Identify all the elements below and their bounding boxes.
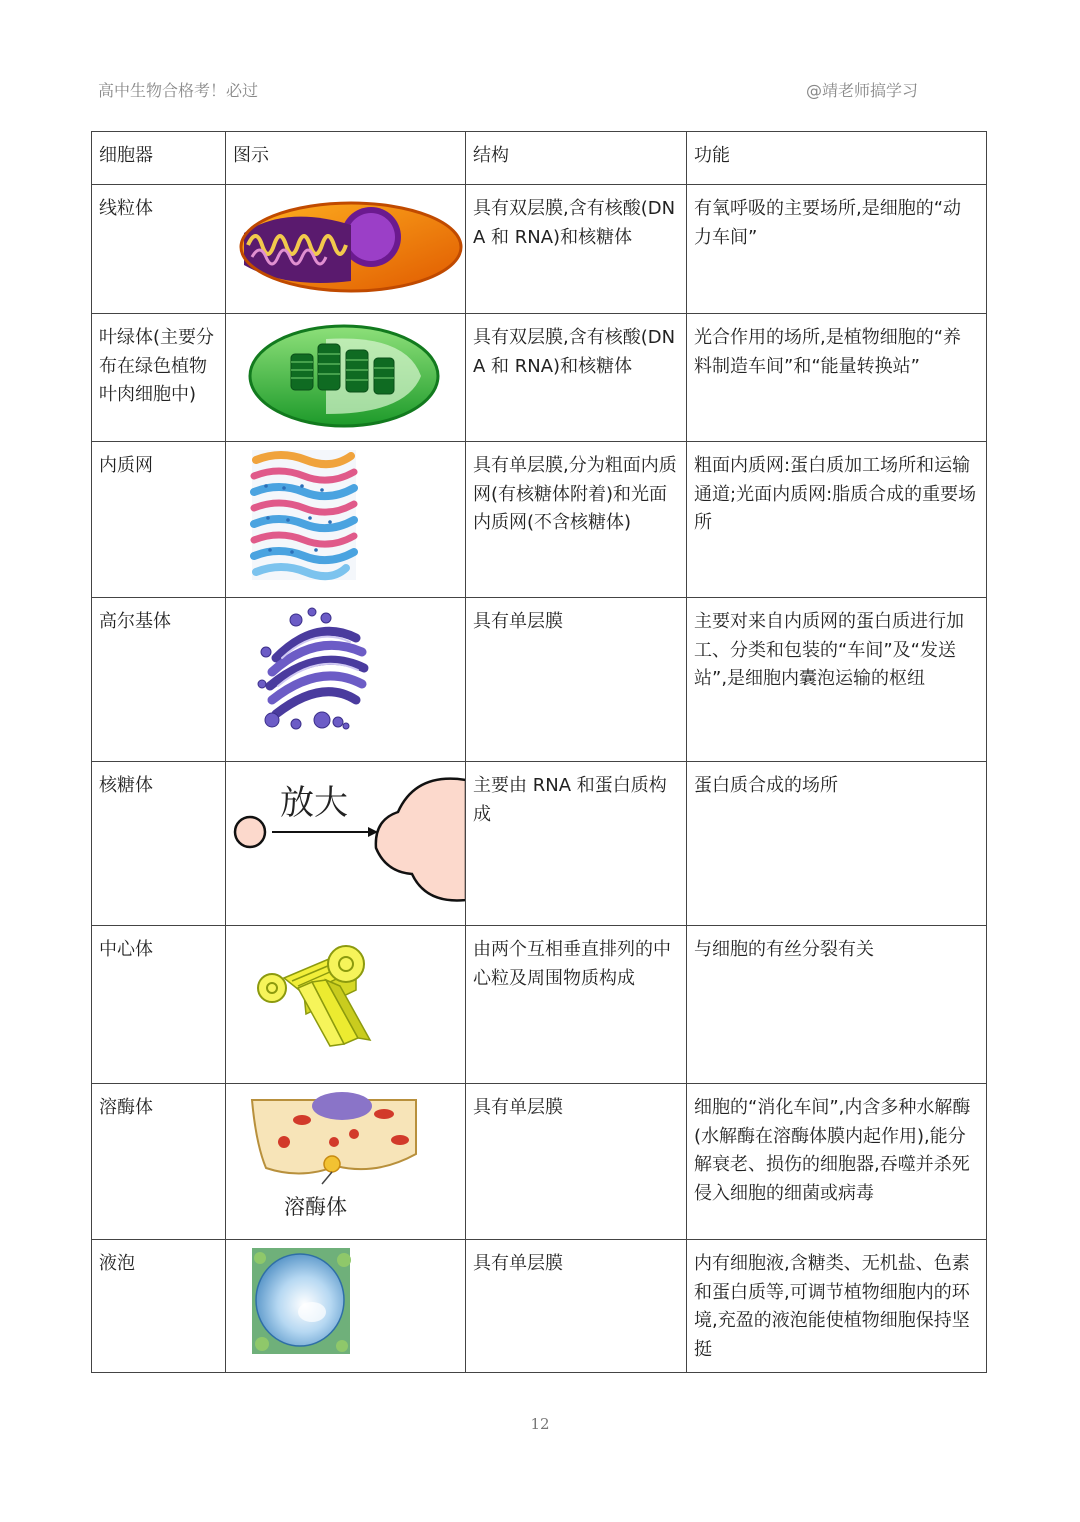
table-row [92,926,987,1084]
table-row [92,442,987,598]
organelle-function: 粗面内质网:蛋白质加工场所和运输通道;光面内质网:脂质合成的重要场所 [687,442,987,598]
page-number: 12 [530,1415,550,1433]
magnify-label: 放大 [280,783,348,823]
organelle-name: 线粒体 [92,185,226,314]
header-left-text: 高中生物合格考！必过 [98,81,259,100]
organelle-name: 内质网 [92,442,226,598]
organelle-structure: 具有双层膜,含有核酸(DNA 和 RNA)和核糖体 [466,314,687,442]
chloroplast-illustration [226,314,466,441]
mitochondrion-illustration [226,185,466,313]
endoplasmic-reticulum-illustration [226,442,466,597]
organelle-structure: 具有双层膜,含有核酸(DNA 和 RNA)和核糖体 [466,185,687,314]
diagram-cell [226,762,466,926]
organelle-structure: 具有单层膜 [466,598,687,762]
diagram-cell [226,185,466,314]
organelle-function: 有氧呼吸的主要场所,是细胞的“动力车间” [687,185,987,314]
column-header-diagram: 图示 [226,132,466,185]
diagram-cell [226,314,466,442]
ribosome-diagram [226,762,466,925]
organelle-function: 光合作用的场所,是植物细胞的“养料制造车间”和“能量转换站” [687,314,987,442]
organelle-structure: 主要由 RNA 和蛋白质构成 [466,762,687,926]
vacuole-illustration [226,1240,466,1372]
lysosome-illustration [226,1084,466,1239]
column-header-function: 功能 [687,132,987,185]
diagram-cell [226,598,466,762]
golgi-illustration [226,598,466,761]
table-row [92,1240,987,1373]
column-header-organelle: 细胞器 [92,132,226,185]
organelle-function: 内有细胞液,含糖类、无机盐、色素和蛋白质等,可调节植物细胞内的环境,充盈的液泡能使植物细胞保持坚挺 [687,1240,987,1373]
table-header-row [92,132,987,185]
organelle-structure: 具有单层膜,分为粗面内质网(有核糖体附着)和光面内质网(不含核糖体) [466,442,687,598]
table-row [92,314,987,442]
organelle-function: 主要对来自内质网的蛋白质进行加工、分类和包装的“车间”及“发送站”,是细胞内囊泡运输的枢纽 [687,598,987,762]
centrosome-illustration [226,926,466,1083]
organelle-name: 核糖体 [92,762,226,926]
organelle-structure: 具有单层膜 [466,1084,687,1240]
organelle-structure: 具有单层膜 [466,1240,687,1373]
organelle-name: 液泡 [92,1240,226,1373]
organelle-name: 叶绿体(主要分布在绿色植物叶肉细胞中) [92,314,226,442]
header-right-text: @靖老师搞学习 [805,81,918,100]
organelle-name: 高尔基体 [92,598,226,762]
table-row [92,762,987,926]
organelle-function: 蛋白质合成的场所 [687,762,987,926]
organelle-table [91,131,987,1373]
lysosome-label: 溶酶体 [284,1195,347,1219]
table-row [92,598,987,762]
organelle-name: 溶酶体 [92,1084,226,1240]
table-row [92,185,987,314]
table-row [92,1084,987,1240]
organelle-name: 中心体 [92,926,226,1084]
diagram-cell [226,926,466,1084]
organelle-function: 与细胞的有丝分裂有关 [687,926,987,1084]
diagram-cell [226,442,466,598]
diagram-cell [226,1084,466,1240]
diagram-cell [226,1240,466,1373]
organelle-structure: 由两个互相垂直排列的中心粒及周围物质构成 [466,926,687,1084]
organelle-function: 细胞的“消化车间”,内含多种水解酶(水解酶在溶酶体膜内起作用),能分解衰老、损伤的细胞器,吞噬并杀死侵入细胞的细菌或病毒 [687,1084,987,1240]
column-header-structure: 结构 [466,132,687,185]
